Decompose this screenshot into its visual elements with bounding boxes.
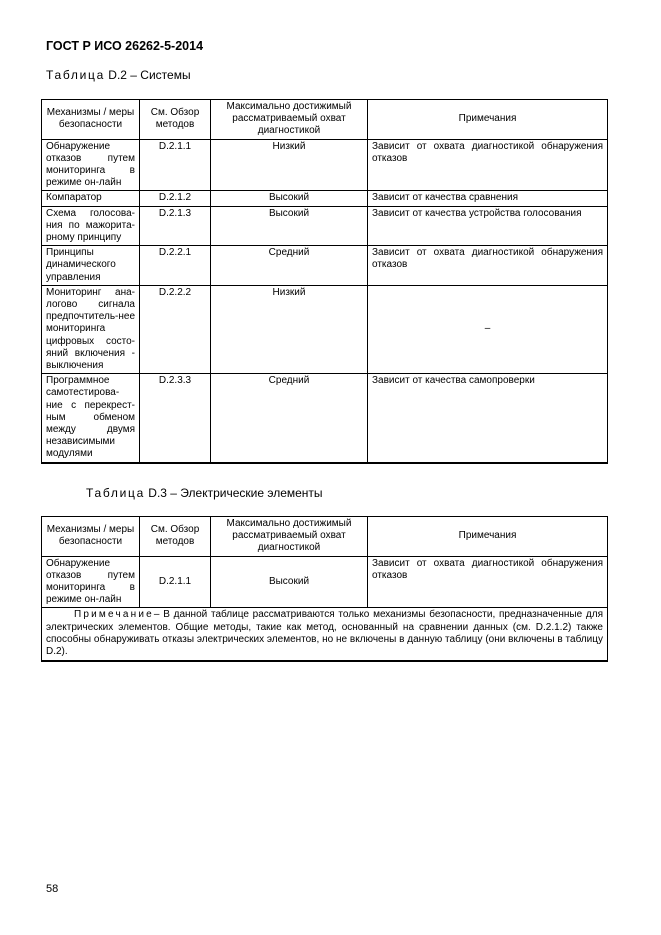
table-d3 <box>41 516 608 662</box>
cell-reference: D.2.1.1 <box>140 556 211 608</box>
note-text: – В данной таблице рассматриваются только механизмы безопасности, предназначенные для электрических элементов. Общие методы, такие как метод, основанный на сравнении данных (см. D.2.1.2) также способны обнаруживать отказы электрических элементов, но не включены в данную таблицу (они включены в таблицу D.2). <box>46 609 603 658</box>
cell-note: – <box>368 285 608 373</box>
table-d2-caption-rest: D.2 – Системы <box>104 68 191 82</box>
cell-reference: D.2.3.3 <box>140 374 211 463</box>
cell-note: Зависит от качества сравнения <box>368 191 608 206</box>
page-number: 58 <box>46 883 59 895</box>
cell-reference: D.2.2.2 <box>140 285 211 373</box>
cell-note: Зависит от охвата диагностикой обнаружения отказов <box>368 139 608 191</box>
table-d3-caption-prefix: Таблица <box>86 486 145 500</box>
table-row <box>42 374 608 463</box>
cell-coverage: Низкий <box>211 285 368 373</box>
table-d2-header-row <box>42 100 608 140</box>
cell-mechanism: Принципы динамического управления <box>42 246 140 286</box>
cell-reference: D.2.2.1 <box>140 246 211 286</box>
cell-coverage: Высокий <box>211 206 368 246</box>
cell-reference: D.2.1.3 <box>140 206 211 246</box>
table-row <box>42 556 608 608</box>
cell-note: Зависит от охвата диагностикой обнаружения отказов <box>368 556 608 608</box>
table-row <box>42 191 608 206</box>
cell-mechanism: Обнаружение отказов путем мониторинга в режиме он-лайн <box>42 139 140 191</box>
header-overview: См. Обзор методов <box>140 517 211 557</box>
table-row <box>42 139 608 191</box>
cell-mechanism: Обнаружение отказов путем мониторинга в режиме он-лайн <box>42 556 140 608</box>
header-notes: Примечания <box>368 517 608 557</box>
cell-reference: D.2.1.1 <box>140 139 211 191</box>
document-header: ГОСТ Р ИСО 26262-5-2014 <box>46 39 204 53</box>
cell-coverage: Низкий <box>211 139 368 191</box>
table-d3-header-row <box>42 517 608 557</box>
cell-mechanism: Программное самотестирова-ние с перекрест-ным обменом между двумя независимыми модулями <box>42 374 140 463</box>
cell-mechanism: Схема голосова-ния по мажорита-рному принципу <box>42 206 140 246</box>
table-d2-caption-prefix: Таблица <box>46 68 105 82</box>
cell-note: Зависит от качества устройства голосования <box>368 206 608 246</box>
header-coverage: Максимально достижимый рассматриваемый охват диагностикой <box>211 517 368 557</box>
table-d3-caption <box>86 486 323 500</box>
cell-mechanism: Мониторинг ана-логово сигнала предпочтитель-нее мониторинга цифровых состо-яний включения - выключения <box>42 285 140 373</box>
cell-note: Зависит от охвата диагностикой обнаружения отказов <box>368 246 608 286</box>
table-d3-caption-rest: D.3 – Электрические элементы <box>144 486 323 500</box>
cell-coverage: Высокий <box>211 191 368 206</box>
table-note-row <box>42 608 608 661</box>
table-d2 <box>41 99 608 464</box>
header-notes: Примечания <box>368 100 608 140</box>
table-row <box>42 285 608 373</box>
table-d2-caption <box>46 68 191 82</box>
table-row <box>42 246 608 286</box>
cell-coverage: Средний <box>211 374 368 463</box>
header-mechanisms: Механизмы / меры безопасности <box>42 100 140 140</box>
cell-coverage: Средний <box>211 246 368 286</box>
cell-mechanism: Компаратор <box>42 191 140 206</box>
table-note <box>42 608 608 661</box>
cell-coverage: Высокий <box>211 556 368 608</box>
note-label: Примечание <box>74 609 154 621</box>
table-row <box>42 206 608 246</box>
header-mechanisms: Механизмы / меры безопасности <box>42 517 140 557</box>
cell-note: Зависит от качества самопроверки <box>368 374 608 463</box>
header-overview: См. Обзор методов <box>140 100 211 140</box>
cell-reference: D.2.1.2 <box>140 191 211 206</box>
header-coverage: Максимально достижимый рассматриваемый охват диагностикой <box>211 100 368 140</box>
